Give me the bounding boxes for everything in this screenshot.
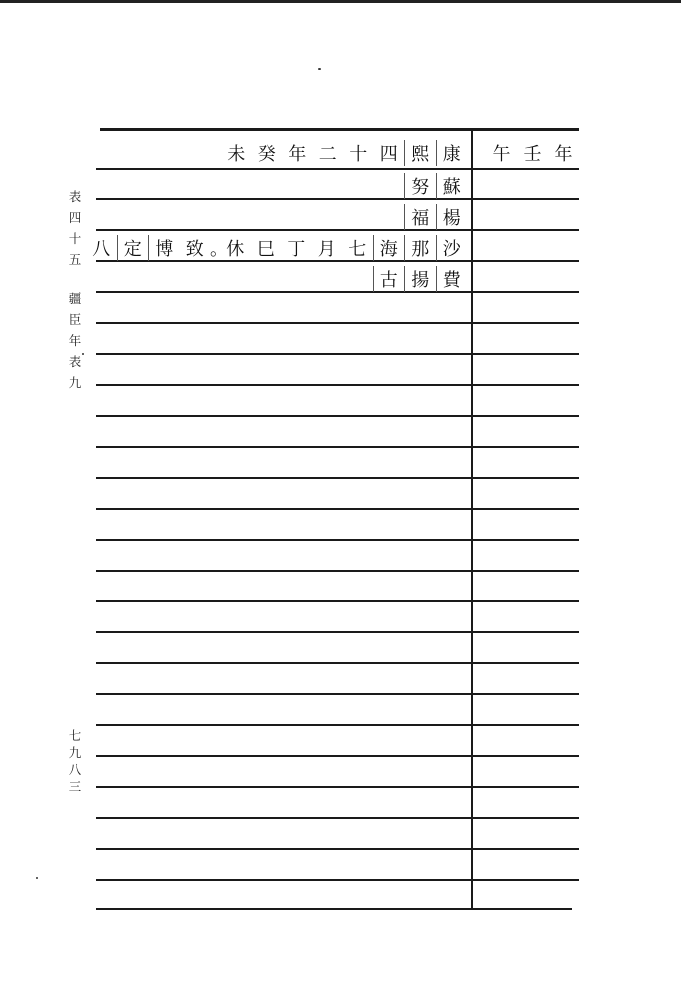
table-row <box>373 266 468 292</box>
row-char: 八 <box>92 239 111 260</box>
table-row-rule <box>96 415 579 417</box>
table-row-rule <box>96 631 579 633</box>
table-row-rule <box>96 879 579 881</box>
table-row-rule <box>96 322 579 324</box>
table-row-rule <box>96 477 579 479</box>
row-char: 蘇 <box>436 173 468 199</box>
header-char: 年 <box>288 144 307 165</box>
header-char: 康 <box>436 140 468 166</box>
row-char: 致 <box>185 239 204 260</box>
header-char: 四 <box>379 144 398 165</box>
margin-title-char: 疆 <box>68 291 82 306</box>
table-row-rule <box>96 848 579 850</box>
table-row-rule <box>96 817 579 819</box>
page-number-char: 八 <box>68 762 82 777</box>
row-char: 海 <box>373 235 405 261</box>
row-char: 定 <box>117 235 149 261</box>
margin-title-char: 表 <box>68 354 82 369</box>
header-char: 未 <box>227 144 246 165</box>
row-char: 休 <box>226 239 245 260</box>
table-top-rule <box>100 128 579 131</box>
header-char: 熙 <box>404 140 436 166</box>
row-char: 那 <box>404 235 436 261</box>
table-row-rule <box>96 384 579 386</box>
table-row <box>404 173 467 199</box>
row-char: 福 <box>404 204 436 230</box>
table-row-rule <box>96 446 579 448</box>
row-char: 七 <box>348 239 367 260</box>
margin-title-char: 十 <box>68 231 82 246</box>
header-char: 二 <box>318 144 337 165</box>
table-row-rule <box>96 353 579 355</box>
page-number-char: 九 <box>68 745 82 760</box>
page-number-char: 三 <box>68 779 82 794</box>
table-row-rule <box>96 908 572 910</box>
row-char: 古 <box>373 266 405 292</box>
table-row-rule <box>96 539 579 541</box>
row-char: 揚 <box>404 266 436 292</box>
table-row-rule <box>96 570 579 572</box>
row-char: 沙 <box>436 235 468 261</box>
header-char: 癸 <box>257 144 276 165</box>
table-header-year <box>486 140 579 166</box>
table-row-rule <box>96 198 579 200</box>
table-row <box>404 204 467 230</box>
year-char: 年 <box>554 144 573 165</box>
column-divider <box>471 130 473 908</box>
header-char: 十 <box>349 144 368 165</box>
table-row <box>86 235 467 261</box>
margin-title-char: 九 <box>68 375 82 390</box>
table-row-rule <box>96 291 579 293</box>
row-char: 費 <box>436 266 468 292</box>
row-char: 楊 <box>436 204 468 230</box>
table-row-rule <box>96 229 579 231</box>
table-row-rule <box>96 508 579 510</box>
row-char: 月 <box>317 239 336 260</box>
table-row-rule <box>96 693 579 695</box>
margin-title-char: 表 <box>68 189 82 204</box>
page-number-char: 七 <box>68 728 82 743</box>
table-row-rule <box>96 600 579 602</box>
margin-title-char: 年 <box>68 333 82 348</box>
row-char: 博 <box>148 235 180 261</box>
margin-title-char: 五 <box>68 252 82 267</box>
table-row-rule <box>96 755 579 757</box>
table-row-rule <box>96 786 579 788</box>
table-row-rule <box>96 662 579 664</box>
row-char: 丁 <box>287 239 306 260</box>
margin-title-char: 臣 <box>68 312 82 327</box>
table-row-rule <box>96 168 579 170</box>
row-char: 。 <box>210 239 228 260</box>
margin-title-char: 四 <box>68 210 82 225</box>
table-row-rule <box>96 724 579 726</box>
year-char: 壬 <box>523 144 542 165</box>
row-char: 巳 <box>256 239 275 260</box>
year-char: 午 <box>492 144 511 165</box>
table-header-reign <box>221 140 467 166</box>
row-char: 努 <box>404 173 436 199</box>
